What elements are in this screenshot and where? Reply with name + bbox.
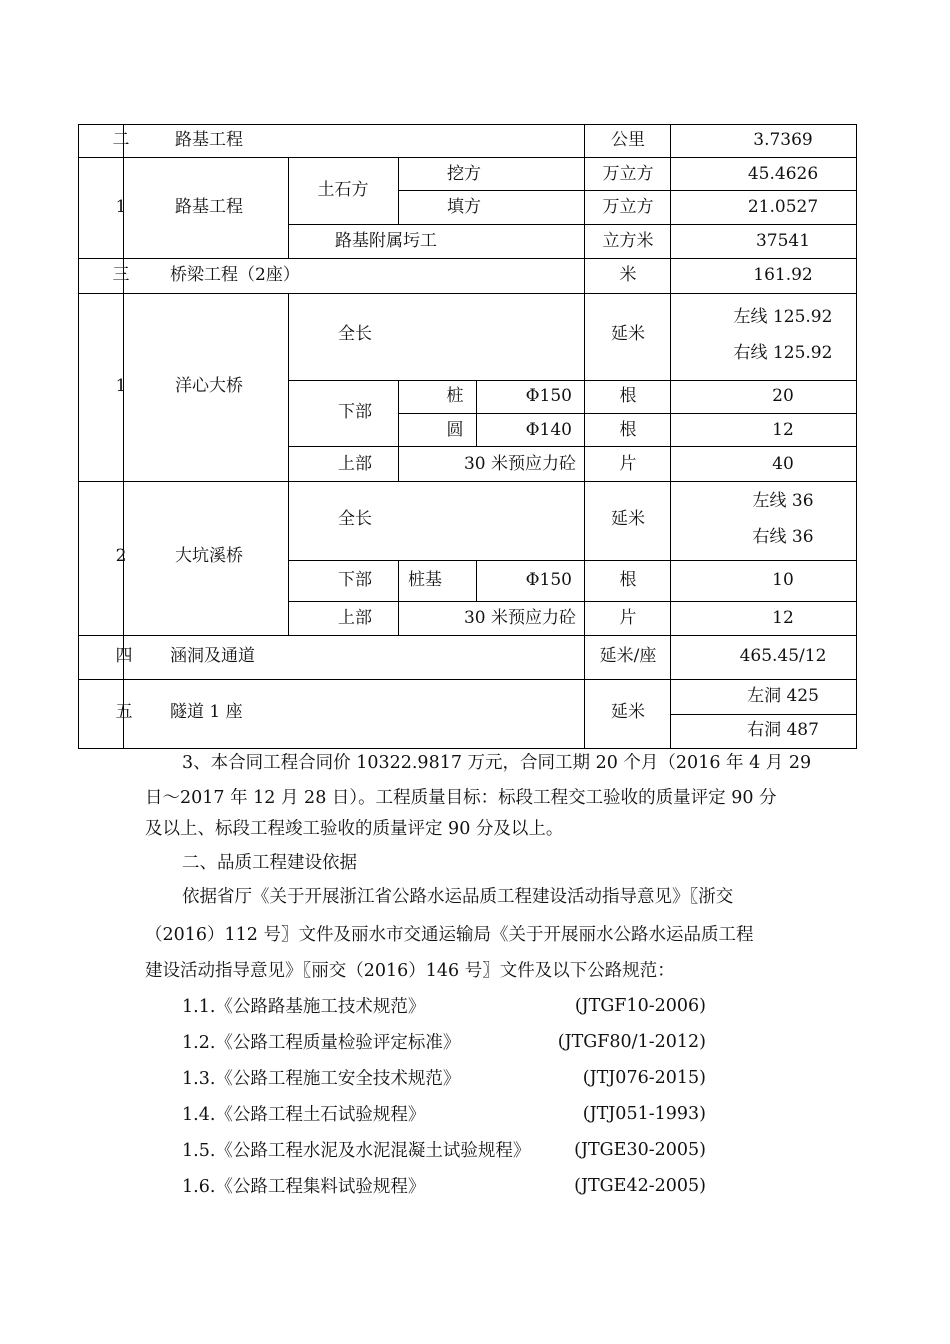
unit: 延米 [611, 324, 645, 344]
table-line [78, 258, 857, 259]
table-line [288, 293, 289, 481]
sub-item: 全长 [338, 324, 372, 344]
item-name: 隧道 1 座 [170, 702, 243, 722]
reference-name: 1.2.《公路工程质量检验评定标准》 [182, 1033, 461, 1053]
row-number: 二 [112, 130, 130, 150]
reference-name: 1.3.《公路工程施工安全技术规范》 [182, 1069, 461, 1089]
table-line [288, 481, 289, 635]
sub-item: 圆 [446, 420, 464, 440]
quantity: 左线 36 [752, 491, 814, 511]
reference-name: 1.1.《公路路基施工技术规范》 [182, 997, 426, 1017]
sub-item: 上部 [338, 608, 372, 628]
row-number: 五 [115, 702, 133, 722]
table-line [670, 124, 671, 749]
unit: 延米 [611, 509, 645, 529]
item-name: 桥梁工程（2座） [170, 265, 300, 285]
table-line [78, 748, 857, 749]
unit: 米 [619, 265, 637, 285]
item-name: 路基工程 [175, 130, 243, 150]
quantity: 3.7369 [753, 130, 813, 150]
unit: 根 [619, 420, 637, 440]
table-line [398, 560, 399, 635]
paragraph-line: 建设活动指导意见》〖丽交（2016）146 号〗文件及以下公路规范： [145, 961, 675, 981]
table-line [78, 635, 857, 636]
unit: 延米/座 [599, 646, 657, 666]
table-line [398, 380, 399, 481]
sub-item: 桩 [446, 386, 464, 406]
unit: 片 [619, 608, 637, 628]
table-line [476, 380, 477, 446]
quantity: 右线 36 [752, 527, 814, 547]
row-number: 三 [112, 265, 130, 285]
sub-item: 全长 [338, 509, 372, 529]
sub-item: 路基附属圬工 [335, 231, 437, 251]
table-line [288, 446, 857, 447]
reference-code: (JTGF80/1-2012) [557, 1032, 706, 1052]
unit: 片 [619, 454, 637, 474]
sub-item: 上部 [338, 454, 372, 474]
unit: 万立方 [602, 164, 654, 184]
quantity: 12 [772, 420, 794, 440]
row-number: 1 [115, 197, 127, 217]
spec: Φ150 [525, 386, 572, 406]
sub-item: 下部 [338, 570, 372, 590]
unit: 根 [619, 386, 637, 406]
table-line [78, 679, 857, 680]
quantity: 21.0527 [747, 197, 819, 217]
reference-code: (JTGE42-2005) [574, 1176, 706, 1196]
quantity: 右洞 487 [747, 720, 819, 740]
item-name: 洋心大桥 [175, 376, 243, 396]
reference-code: (JTGE30-2005) [574, 1140, 706, 1160]
quantity: 161.92 [753, 265, 813, 285]
quantity: 左线 125.92 [733, 307, 833, 327]
table-line [78, 157, 857, 158]
unit: 根 [619, 570, 637, 590]
spec: Φ140 [525, 420, 572, 440]
row-number: 2 [115, 546, 127, 566]
spec: 30 米预应力砼 [463, 608, 576, 628]
sub-item: 桩基 [408, 570, 442, 590]
table-line [78, 481, 857, 482]
table-line [288, 601, 857, 602]
row-number: 1 [115, 376, 127, 396]
table-line [78, 293, 857, 294]
table-line [288, 380, 857, 381]
reference-name: 1.5.《公路工程水泥及水泥混凝土试验规程》 [182, 1141, 531, 1161]
quantity: 37541 [755, 231, 811, 251]
paragraph-line: （2016）112 号〗文件及丽水市交通运输局《关于开展丽水公路水运品质工程 [145, 925, 754, 945]
reference-code: (JTJ076-2015) [582, 1068, 706, 1088]
table-line [398, 157, 399, 224]
quantity: 10 [772, 570, 794, 590]
table-line [288, 157, 289, 258]
table-line [476, 560, 477, 601]
paragraph-line: 及以上、标段工程竣工验收的质量评定 90 分及以上。 [145, 819, 564, 839]
row-number: 四 [115, 646, 133, 666]
reference-code: (JTGF10-2006) [574, 996, 706, 1016]
unit: 延米 [611, 702, 645, 722]
table-line [584, 124, 585, 749]
sub-item: 填方 [447, 197, 481, 217]
reference-name: 1.6.《公路工程集料试验规程》 [182, 1177, 426, 1197]
unit: 立方米 [602, 231, 654, 251]
table-line [856, 124, 857, 749]
reference-name: 1.4.《公路工程土石试验规程》 [182, 1105, 426, 1125]
sub-item: 土石方 [317, 180, 369, 200]
quantity: 40 [772, 454, 794, 474]
spec: 30 米预应力砼 [463, 454, 576, 474]
paragraph-line: 依据省厅《关于开展浙江省公路水运品质工程建设活动指导意见》〖浙交 [182, 887, 734, 907]
spec: Φ150 [525, 570, 572, 590]
reference-code: (JTJ051-1993) [582, 1104, 706, 1124]
item-name: 大坑溪桥 [175, 546, 243, 566]
quantity: 20 [772, 386, 794, 406]
paragraph-line: 日～2017 年 12 月 28 日）。工程质量目标：标段工程交工验收的质量评定 90 分 [145, 788, 777, 808]
section-heading: 二、品质工程建设依据 [182, 853, 357, 873]
table-line [78, 124, 857, 125]
table-line [288, 560, 857, 561]
sub-item: 挖方 [447, 164, 481, 184]
quantity: 12 [772, 608, 794, 628]
item-name: 路基工程 [175, 197, 243, 217]
quantity: 45.4626 [747, 164, 819, 184]
sub-item: 下部 [338, 402, 372, 422]
table-line [398, 413, 857, 414]
table-line [670, 714, 857, 715]
quantity: 左洞 425 [747, 686, 819, 706]
table-line [398, 190, 857, 191]
unit: 公里 [611, 130, 645, 150]
quantity: 465.45/12 [739, 646, 827, 666]
table-line [78, 124, 79, 749]
item-name: 涵洞及通道 [170, 646, 255, 666]
paragraph-line: 3、本合同工程合同价 10322.9817 万元，合同工期 20 个月（2016 年 4 月 29 [182, 753, 812, 773]
quantity: 右线 125.92 [733, 343, 833, 363]
unit: 万立方 [602, 197, 654, 217]
table-line [288, 224, 857, 225]
